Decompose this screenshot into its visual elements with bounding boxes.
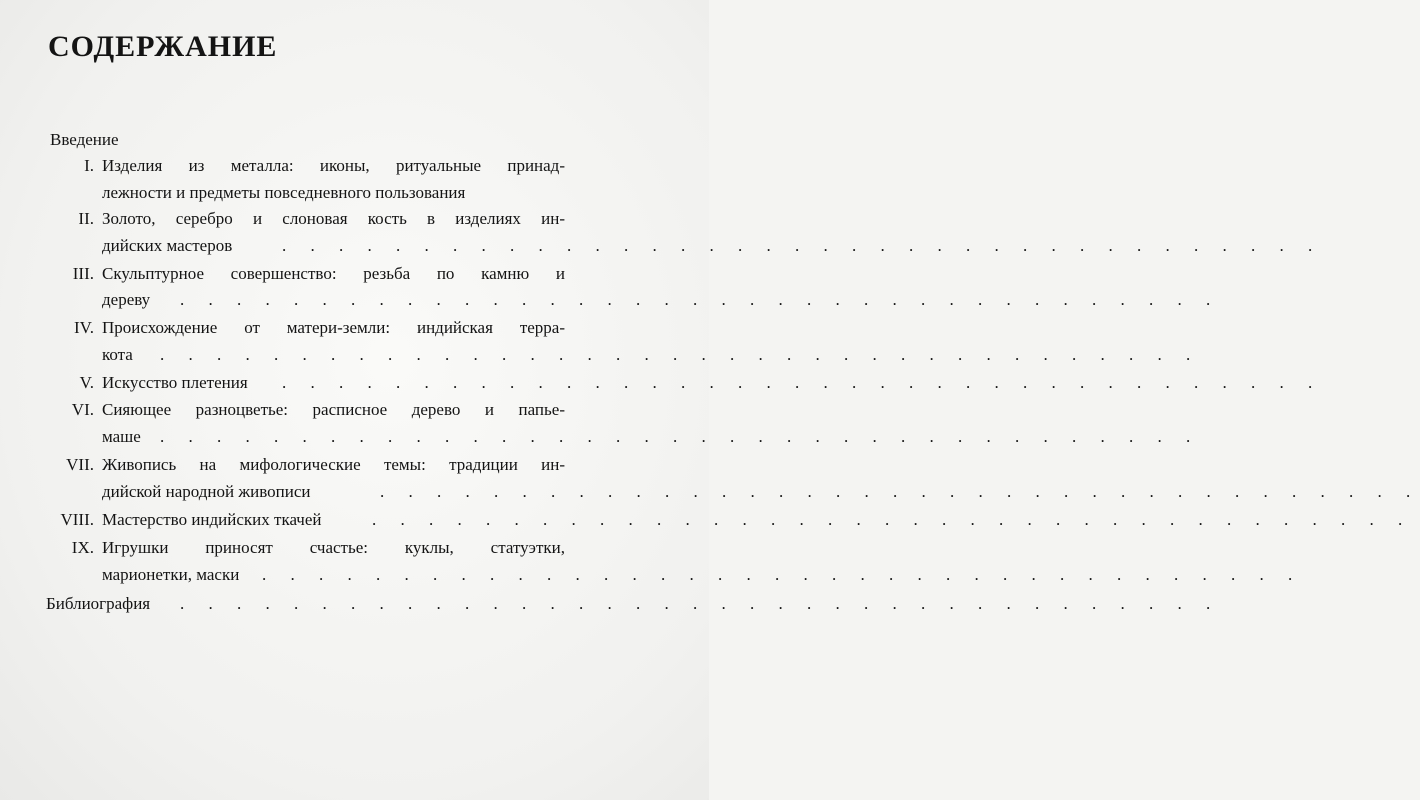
toc-item-title: Сияющее разноцветье: расписное дерево и папье- (102, 400, 565, 419)
toc-item-number: VIII. (60, 510, 94, 529)
toc-item-number: IV. (74, 318, 94, 337)
toc-item-number: IX. (71, 538, 94, 557)
toc-item-title: маше (102, 427, 141, 446)
toc-item-number: I. (84, 156, 94, 175)
toc-item-number: II. (78, 209, 94, 228)
leader-dots: . . . . . . . . . . . . . . . . . . . . . . . . . . . . . . . . . . . . . (262, 565, 1303, 584)
toc-item-title: Скульптурное совершенство: резьба по камню и (102, 264, 565, 283)
toc-item-number: VII. (66, 455, 94, 474)
toc-item-title: дереву (102, 290, 151, 309)
leader-dots: . . . . . . . . . . . . . . . . . . . . . . . . . . . . . . . . . . . . . (160, 427, 1201, 446)
toc-item-number: VI. (71, 400, 94, 419)
toc-item-bibliography: Библиография (46, 594, 151, 613)
toc-item-title: Мастерство индийских ткачей (102, 510, 322, 529)
toc-item-number: III. (72, 264, 94, 283)
toc-item-title: Искусство плетения (102, 373, 248, 392)
leader-dots: . . . . . . . . . . . . . . . . . . . . . . . . . . . . . . . . . . . . . (180, 290, 1221, 309)
toc-item-title: Игрушки приносят счастье: куклы, статуэтки, (102, 538, 565, 557)
toc-item-title: дийских мастеров (102, 236, 233, 255)
toc-item-intro: Введение (50, 130, 119, 149)
leader-dots: . . . . . . . . . . . . . . . . . . . . . . . . . . . . . . . . . . . . . (282, 236, 1323, 255)
toc-item-title: Происхождение от матери-земли: индийская терра- (102, 318, 565, 337)
toc-item-title: кота (102, 345, 133, 364)
leader-dots: . . . . . . . . . . . . . . . . . . . . . . . . . . . . . . . . . . . . . (160, 345, 1201, 364)
leader-dots: . . . . . . . . . . . . . . . . . . . . . . . . . . . . . . . . . . . . . (380, 482, 1420, 501)
leader-dots: . . . . . . . . . . . . . . . . . . . . . . . . . . . . . . . . . . . . . (372, 510, 1413, 529)
leader-dots: . . . . . . . . . . . . . . . . . . . . . . . . . . . . . . . . . . . . . (180, 594, 1221, 613)
toc-item-title: Живопись на мифологические темы: традиции ин- (102, 455, 565, 474)
page-title: СОДЕРЖАНИЕ (48, 30, 278, 63)
toc-item-title: Золото, серебро и слоновая кость в изделиях ин- (102, 209, 565, 228)
toc-item-title: Изделия из металла: иконы, ритуальные принад- (102, 156, 565, 175)
toc-item-title: марионетки, маски (102, 565, 240, 584)
toc-item-number: V. (79, 373, 94, 392)
toc-item-title: лежности и предметы повседневного пользования (102, 183, 466, 202)
leader-dots: . . . . . . . . . . . . . . . . . . . . . . . . . . . . . . . . . . . . . (282, 373, 1323, 392)
toc-item-title: дийской народной живописи (102, 482, 311, 501)
